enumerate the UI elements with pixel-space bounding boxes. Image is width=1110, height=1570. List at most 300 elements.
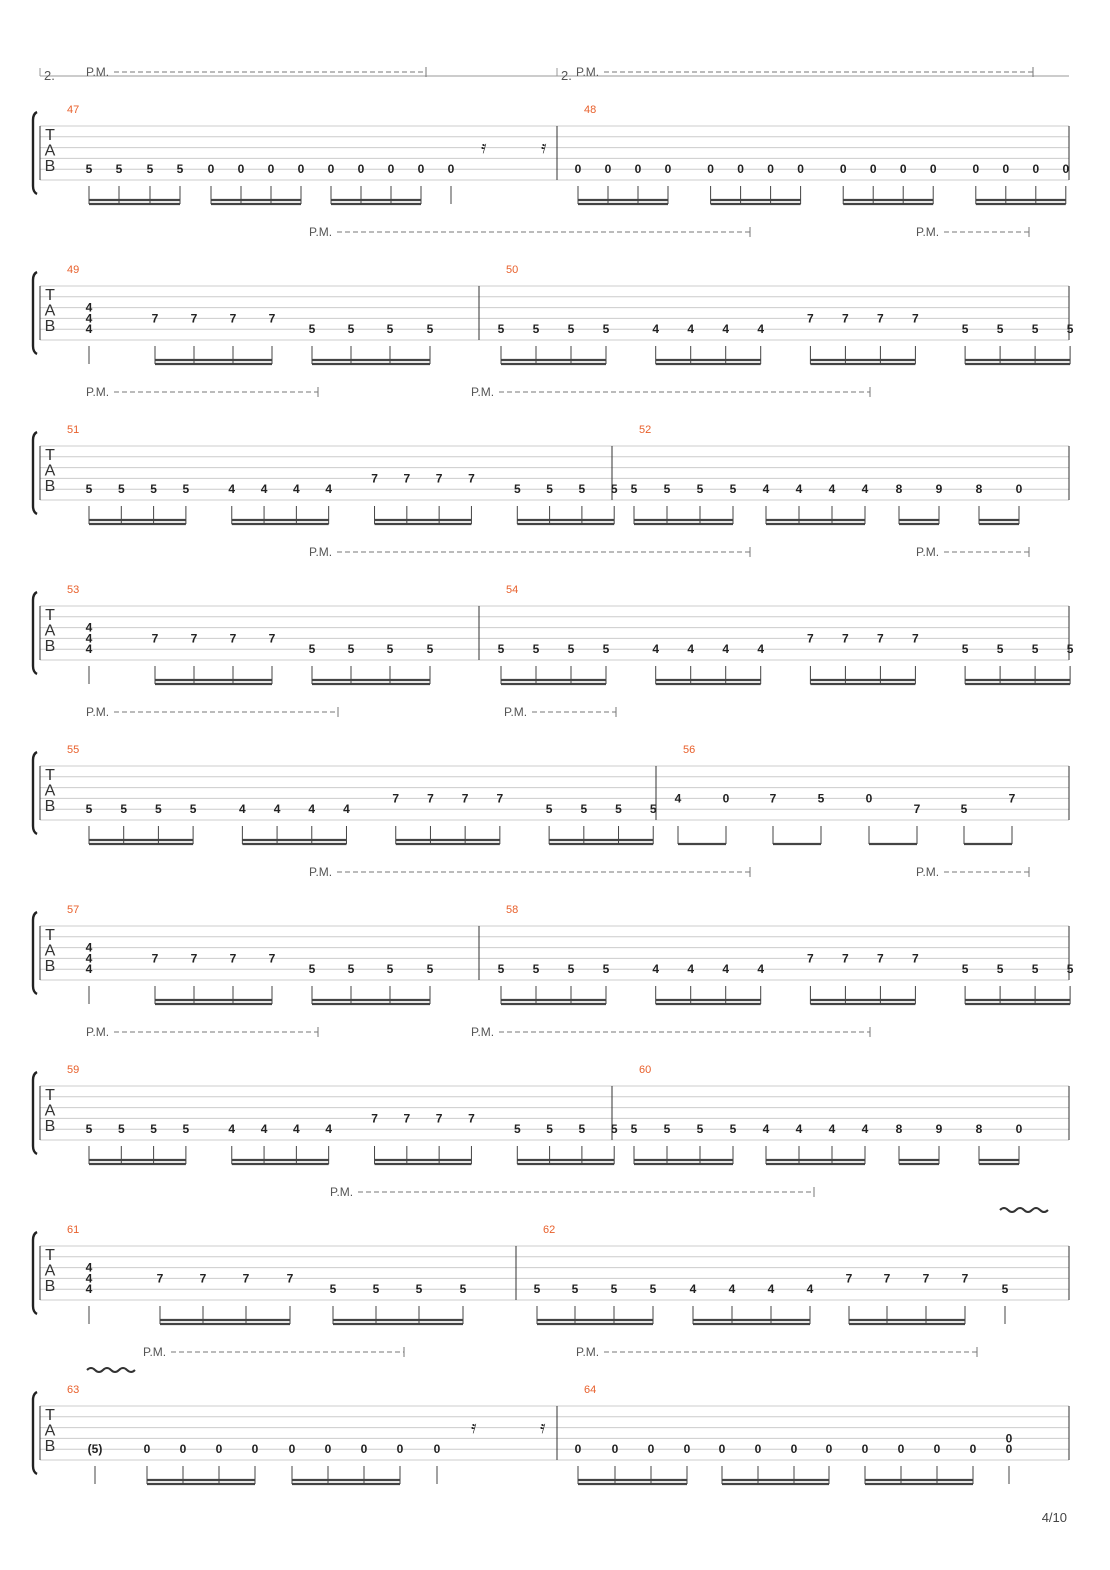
fret-number: 4: [722, 642, 730, 657]
palm-mute-label: P.M.: [576, 1345, 600, 1359]
measure-number: 63: [67, 1384, 80, 1396]
tab-clef-letter: B: [44, 1278, 56, 1295]
fret-number: 4: [687, 322, 695, 337]
fret-number: 5: [150, 482, 157, 497]
fret-number: 4: [85, 962, 93, 977]
fret-number: 5: [386, 642, 394, 657]
tab-clef-letter: T: [45, 1087, 55, 1104]
system-bracket: [33, 272, 37, 354]
fret-number: 8: [975, 1122, 983, 1137]
fret-number: 0: [611, 1442, 619, 1457]
fret-number: 5: [120, 802, 128, 817]
fret-number: 0: [790, 1442, 798, 1457]
fret-number: 5: [649, 1282, 657, 1297]
fret-number: 4: [85, 940, 93, 955]
fret-number: 5: [426, 642, 434, 657]
tab-clef-letter: B: [44, 478, 56, 495]
fret-number: 7: [392, 791, 400, 806]
fret-number: 7: [435, 471, 443, 486]
page-number: 4/10: [1041, 1510, 1067, 1525]
system-bracket: [33, 592, 37, 674]
fret-number: 7: [913, 802, 921, 817]
measure-number: 59: [67, 1064, 80, 1076]
fret-number: 5: [85, 1122, 93, 1137]
fret-number: 0: [237, 162, 245, 177]
fret-number: 4: [795, 482, 803, 497]
fret-number: 4: [85, 1260, 93, 1275]
fret-number: 7: [845, 1271, 853, 1286]
fret-number: 8: [975, 482, 983, 497]
fret-number: 5: [347, 642, 355, 657]
fret-number: 5: [580, 802, 588, 817]
fret-number: 5: [308, 322, 316, 337]
tab-clef-letter: T: [45, 127, 55, 144]
fret-number: 0: [1015, 1122, 1023, 1137]
fret-number: 5: [567, 322, 575, 337]
vibrato-mark: [87, 1368, 135, 1372]
fret-number: 0: [417, 162, 425, 177]
fret-number: 7: [403, 1111, 411, 1126]
measure-number: 53: [67, 584, 80, 596]
fret-number: 4: [85, 311, 93, 326]
fret-number: 7: [877, 631, 884, 646]
fret-number: (5): [87, 1442, 103, 1457]
fret-number: 5: [567, 642, 575, 657]
fret-number: 0: [865, 791, 873, 806]
fret-number: 5: [546, 482, 553, 497]
fret-number: 7: [268, 311, 276, 326]
palm-mute-label: P.M.: [916, 225, 940, 239]
tab-clef-letter: A: [44, 302, 56, 320]
fret-number: 0: [972, 162, 980, 177]
measure-number: 51: [67, 424, 80, 436]
measure-number: 48: [584, 104, 597, 116]
fret-number: 7: [807, 951, 814, 966]
fret-number: 0: [707, 162, 714, 177]
fret-number: 4: [652, 642, 660, 657]
fret-number: 0: [754, 1442, 762, 1457]
fret-number: 5: [426, 962, 434, 977]
fret-number: 7: [151, 311, 159, 326]
fret-number: 5: [961, 322, 969, 337]
fret-number: 0: [899, 162, 907, 177]
fret-number: 4: [757, 322, 765, 337]
fret-number: 5: [117, 1122, 125, 1137]
palm-mute-label: P.M.: [504, 705, 528, 719]
fret-number: 5: [386, 322, 394, 337]
fret-number: 4: [762, 482, 770, 497]
fret-number: 4: [722, 322, 730, 337]
fret-number: 5: [85, 802, 93, 817]
fret-number: 0: [683, 1442, 691, 1457]
measure-number: 62: [543, 1224, 556, 1236]
fret-number: 4: [85, 631, 93, 646]
fret-number: 7: [769, 791, 777, 806]
fret-number: 4: [293, 482, 300, 497]
tab-clef-letter: T: [45, 287, 55, 304]
palm-mute-label: P.M.: [576, 65, 600, 79]
fret-number: 5: [532, 962, 540, 977]
fret-number: 0: [447, 162, 455, 177]
fret-number: 4: [308, 802, 316, 817]
fret-number: 4: [861, 1122, 869, 1137]
fret-number: 7: [468, 1111, 475, 1126]
tab-clef-letter: B: [44, 318, 56, 335]
rest-icon: 𝄿: [471, 1417, 477, 1438]
fret-number: 5: [386, 962, 394, 977]
fret-number: 4: [273, 802, 281, 817]
fret-number: 4: [260, 482, 268, 497]
fret-number: 0: [718, 1442, 726, 1457]
system-bracket: [33, 1232, 37, 1314]
fret-number: 7: [190, 951, 198, 966]
fret-number: 0: [722, 791, 730, 806]
fret-number: 4: [325, 1122, 333, 1137]
fret-number: 5: [602, 322, 610, 337]
tab-clef-letter: B: [44, 798, 56, 815]
tab-clef-letter: T: [45, 1247, 55, 1264]
measure-number: 54: [506, 584, 519, 596]
fret-number: 5: [513, 482, 521, 497]
fret-number: 5: [372, 1282, 380, 1297]
fret-number: 4: [762, 1122, 770, 1137]
fret-number: 4: [767, 1282, 775, 1297]
fret-number: 5: [1031, 322, 1039, 337]
fret-number: 5: [347, 962, 355, 977]
fret-number: 0: [357, 162, 365, 177]
fret-number: 5: [729, 482, 737, 497]
system-bracket: [33, 752, 37, 834]
fret-number: 7: [229, 631, 237, 646]
fret-number: 4: [85, 1271, 93, 1286]
fret-number: 5: [996, 962, 1004, 977]
fret-number: 5: [649, 802, 657, 817]
fret-number: 7: [403, 471, 411, 486]
tab-clef-letter: B: [44, 1438, 56, 1455]
fret-number: 5: [533, 1282, 541, 1297]
fret-number: 4: [85, 642, 93, 657]
fret-number: 5: [1066, 642, 1074, 657]
vibrato-mark: [1000, 1208, 1048, 1212]
tab-clef-letter: A: [44, 942, 56, 960]
fret-number: 5: [1031, 962, 1039, 977]
fret-number: 7: [468, 471, 475, 486]
fret-number: 7: [268, 951, 276, 966]
fret-number: 4: [85, 1282, 93, 1297]
rest-icon: 𝄿: [541, 137, 547, 158]
fret-number: 5: [155, 802, 162, 817]
fret-number: 5: [610, 1282, 618, 1297]
fret-number: 0: [825, 1442, 833, 1457]
fret-number: 7: [922, 1271, 930, 1286]
fret-number: 7: [435, 1111, 443, 1126]
palm-mute-label: P.M.: [86, 65, 110, 79]
fret-number: 5: [696, 1122, 704, 1137]
tab-clef-letter: A: [44, 1102, 56, 1120]
fret-number: 4: [861, 482, 869, 497]
fret-number: 0: [574, 1442, 582, 1457]
fret-number: 4: [260, 1122, 268, 1137]
palm-mute-label: P.M.: [916, 545, 940, 559]
tab-clef-letter: T: [45, 767, 55, 784]
fret-number: 9: [935, 482, 943, 497]
measure-number: 50: [506, 264, 519, 276]
fret-number: 5: [610, 1122, 618, 1137]
fret-number: 7: [807, 631, 814, 646]
tab-clef-letter: A: [44, 1422, 56, 1440]
fret-number: 0: [324, 1442, 332, 1457]
fret-number: 7: [842, 631, 849, 646]
fret-number: 4: [828, 482, 836, 497]
palm-mute-label: P.M.: [471, 1025, 495, 1039]
fret-number: 5: [578, 1122, 586, 1137]
palm-mute-label: P.M.: [309, 225, 333, 239]
fret-number: 0: [1005, 1431, 1013, 1446]
tab-clef-letter: T: [45, 1407, 55, 1424]
fret-number: 4: [687, 962, 695, 977]
system-bracket: [33, 912, 37, 994]
fret-number: 7: [156, 1271, 164, 1286]
fret-number: 5: [497, 962, 505, 977]
fret-number: 5: [308, 962, 316, 977]
fret-number: 4: [722, 962, 730, 977]
fret-number: 4: [687, 642, 695, 657]
fret-number: 5: [1001, 1282, 1009, 1297]
fret-number: 7: [912, 951, 919, 966]
rest-icon: 𝄿: [540, 1417, 546, 1438]
fret-number: 5: [150, 1122, 157, 1137]
fret-number: 4: [228, 482, 236, 497]
fret-number: 0: [215, 1442, 223, 1457]
fret-number: 5: [602, 962, 610, 977]
palm-mute-label: P.M.: [86, 705, 110, 719]
tab-clef-letter: T: [45, 607, 55, 624]
fret-number: 5: [85, 482, 93, 497]
fret-number: 7: [842, 311, 849, 326]
fret-number: 7: [229, 951, 237, 966]
fret-number: 5: [615, 802, 622, 817]
fret-number: 0: [179, 1442, 187, 1457]
fret-number: 7: [371, 471, 378, 486]
fret-number: 7: [1008, 791, 1016, 806]
fret-number: 7: [427, 791, 434, 806]
fret-number: 7: [912, 631, 919, 646]
fret-number: 5: [663, 482, 671, 497]
rest-icon: 𝄿: [481, 137, 487, 158]
fret-number: 5: [426, 322, 434, 337]
fret-number: 5: [497, 642, 505, 657]
fret-number: 5: [115, 162, 123, 177]
fret-number: 7: [842, 951, 849, 966]
fret-number: 5: [1066, 322, 1074, 337]
fret-number: 4: [652, 962, 660, 977]
fret-number: 7: [286, 1271, 294, 1286]
fret-number: 5: [497, 322, 505, 337]
fret-number: 5: [610, 482, 618, 497]
fret-number: 5: [663, 1122, 671, 1137]
fret-number: 0: [288, 1442, 296, 1457]
fret-number: 4: [85, 951, 93, 966]
fret-number: 0: [767, 162, 774, 177]
volta-label: 2.: [561, 68, 572, 83]
fret-number: 0: [251, 1442, 259, 1457]
fret-number: 5: [532, 322, 540, 337]
fret-number: 5: [571, 1282, 579, 1297]
fret-number: 5: [1066, 962, 1074, 977]
system-bracket: [33, 1392, 37, 1474]
fret-number: 4: [795, 1122, 803, 1137]
fret-number: 5: [602, 642, 610, 657]
fret-number: 5: [996, 642, 1004, 657]
fret-number: 7: [151, 951, 159, 966]
fret-number: 5: [415, 1282, 423, 1297]
fret-number: 5: [146, 162, 154, 177]
tab-clef-letter: A: [44, 782, 56, 800]
fret-number: 4: [228, 1122, 236, 1137]
fret-number: 0: [1015, 482, 1023, 497]
tab-clef-letter: B: [44, 958, 56, 975]
measure-number: 61: [67, 1224, 80, 1236]
tab-clef-letter: T: [45, 927, 55, 944]
fret-number: 4: [757, 642, 765, 657]
fret-number: 4: [828, 1122, 836, 1137]
fret-number: 7: [371, 1111, 378, 1126]
fret-number: 5: [961, 962, 969, 977]
fret-number: 0: [1062, 162, 1070, 177]
fret-number: 0: [327, 162, 335, 177]
fret-number: 5: [182, 482, 190, 497]
fret-number: 0: [647, 1442, 655, 1457]
fret-number: 8: [895, 482, 903, 497]
system-bracket: [33, 432, 37, 514]
fret-number: 7: [877, 311, 884, 326]
fret-number: 7: [199, 1271, 207, 1286]
fret-number: 7: [496, 791, 504, 806]
measure-number: 58: [506, 904, 519, 916]
fret-number: 7: [190, 631, 198, 646]
fret-number: 0: [839, 162, 847, 177]
fret-number: 5: [996, 322, 1004, 337]
fret-number: 5: [117, 482, 125, 497]
system-bracket: [33, 1072, 37, 1154]
measure-number: 52: [639, 424, 652, 436]
fret-number: 8: [895, 1122, 903, 1137]
fret-number: 4: [239, 802, 246, 817]
fret-number: 0: [664, 162, 672, 177]
fret-number: 0: [1002, 162, 1010, 177]
fret-number: 5: [961, 642, 969, 657]
fret-number: 7: [461, 791, 469, 806]
palm-mute-label: P.M.: [86, 385, 110, 399]
palm-mute-label: P.M.: [471, 385, 495, 399]
fret-number: 5: [176, 162, 184, 177]
measure-number: 47: [67, 104, 80, 116]
palm-mute-label: P.M.: [916, 865, 940, 879]
fret-number: 5: [329, 1282, 337, 1297]
fret-number: 4: [806, 1282, 814, 1297]
fret-number: 4: [85, 620, 93, 635]
fret-number: 4: [85, 322, 93, 337]
measure-number: 57: [67, 904, 80, 916]
fret-number: 5: [459, 1282, 467, 1297]
fret-number: 7: [242, 1271, 250, 1286]
fret-number: 0: [737, 162, 744, 177]
fret-number: 7: [912, 311, 919, 326]
fret-number: 0: [387, 162, 395, 177]
fret-number: 0: [933, 1442, 941, 1457]
fret-number: 5: [696, 482, 704, 497]
fret-number: 0: [297, 162, 305, 177]
tab-clef-letter: A: [44, 1262, 56, 1280]
fret-number: 5: [347, 322, 355, 337]
tab-clef-letter: A: [44, 462, 56, 480]
fret-number: 5: [729, 1122, 737, 1137]
measure-number: 49: [67, 264, 80, 276]
fret-number: 0: [1032, 162, 1040, 177]
fret-number: 5: [817, 791, 825, 806]
tab-clef-letter: A: [44, 142, 56, 160]
fret-number: 5: [546, 1122, 553, 1137]
fret-number: 4: [293, 1122, 300, 1137]
fret-number: 5: [182, 1122, 190, 1137]
fret-number: 7: [190, 311, 198, 326]
measure-number: 64: [584, 1384, 597, 1396]
tab-clef-letter: B: [44, 638, 56, 655]
fret-number: 4: [343, 802, 350, 817]
fret-number: 4: [652, 322, 660, 337]
fret-number: 0: [433, 1442, 441, 1457]
palm-mute-label: P.M.: [143, 1345, 167, 1359]
fret-number: 7: [151, 631, 159, 646]
tab-clef-letter: T: [45, 447, 55, 464]
fret-number: 9: [935, 1122, 943, 1137]
fret-number: 0: [861, 1442, 869, 1457]
fret-number: 7: [229, 311, 237, 326]
fret-number: 5: [189, 802, 197, 817]
fret-number: 7: [807, 311, 814, 326]
palm-mute-label: P.M.: [309, 545, 333, 559]
fret-number: 5: [960, 802, 968, 817]
fret-number: 0: [574, 162, 582, 177]
fret-number: 7: [877, 951, 884, 966]
fret-number: 0: [929, 162, 937, 177]
fret-number: 0: [396, 1442, 404, 1457]
fret-number: 4: [325, 482, 333, 497]
fret-number: 0: [897, 1442, 905, 1457]
tab-clef-letter: B: [44, 1118, 56, 1135]
fret-number: 4: [689, 1282, 697, 1297]
fret-number: 5: [567, 962, 575, 977]
palm-mute-label: P.M.: [86, 1025, 110, 1039]
fret-number: 0: [969, 1442, 977, 1457]
fret-number: 7: [961, 1271, 969, 1286]
fret-number: 5: [85, 162, 93, 177]
palm-mute-label: P.M.: [330, 1185, 354, 1199]
fret-number: 7: [883, 1271, 891, 1286]
fret-number: 5: [630, 482, 638, 497]
fret-number: 4: [85, 300, 93, 315]
fret-number: 5: [513, 1122, 521, 1137]
fret-number: 5: [532, 642, 540, 657]
tab-clef-letter: B: [44, 158, 56, 175]
fret-number: 0: [1005, 1442, 1013, 1457]
fret-number: 0: [604, 162, 612, 177]
fret-number: 0: [797, 162, 804, 177]
fret-number: 5: [630, 1122, 638, 1137]
fret-number: 0: [207, 162, 215, 177]
tab-clef-letter: A: [44, 622, 56, 640]
measure-number: 55: [67, 744, 80, 756]
